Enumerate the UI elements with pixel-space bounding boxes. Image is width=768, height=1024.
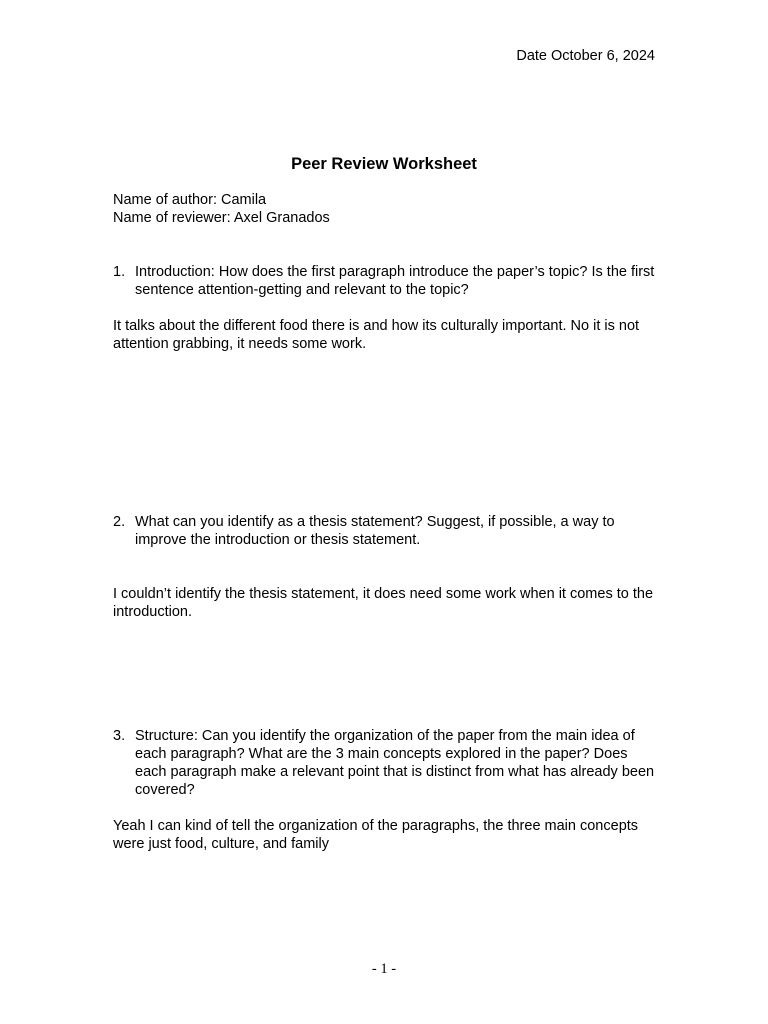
- question-text: Structure: Can you identify the organization of the paper from the main idea of each paragraph? What are the 3 main concepts explored in the paper? Does each paragraph make a relevant point that is distinct from what has already been covered?: [135, 728, 655, 798]
- question-1: [113, 263, 658, 299]
- answer-3: Yeah I can kind of tell the organization of the paragraphs, the three main concepts were just food, culture, and family: [113, 818, 639, 852]
- question-3: [113, 727, 658, 799]
- answer-1: It talks about the different food there is and how its culturally important. No it is not attention grabbing, it needs some work.: [113, 318, 640, 352]
- document-title: Peer Review Worksheet: [291, 155, 477, 173]
- reviewer-line: Name of reviewer: Axel Granados: [113, 210, 330, 226]
- question-number: 2.: [113, 514, 126, 530]
- document-meta: [113, 191, 658, 227]
- page-number: - 1 -: [371, 961, 397, 977]
- question-2: [113, 513, 658, 549]
- question-number: 1.: [113, 264, 126, 280]
- author-line: Name of author: Camila: [113, 192, 267, 208]
- document-date: Date October 6, 2024: [516, 48, 655, 64]
- question-text: What can you identify as a thesis statement? Suggest, if possible, a way to improve the introduction or thesis statement.: [135, 514, 615, 548]
- question-number: 3.: [113, 728, 126, 744]
- answer-2: I couldn’t identify the thesis statement, it does need some work when it comes to the introduction.: [113, 586, 654, 620]
- question-text: Introduction: How does the first paragraph introduce the paper’s topic? Is the first sentence attention-getting and relevant to the topic?: [135, 264, 655, 298]
